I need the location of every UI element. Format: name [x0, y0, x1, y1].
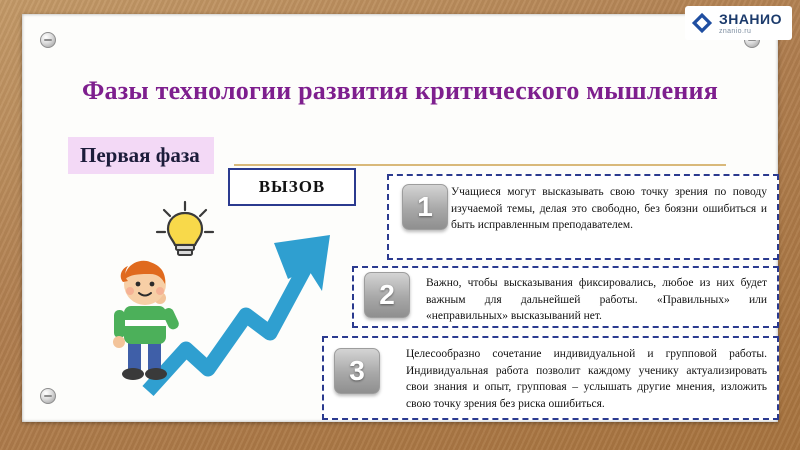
note-text: Целесообразно сочетание индивидуальной и групповой работы. Индивидуальная работа позволит каждому ученику актуализировать свои знания и опыт, групповая – услышать другие мнения, изложить свою точку зрения без риска ошибиться. [406, 348, 767, 411]
page-title: Фазы технологии развития критического мышления [82, 76, 718, 105]
boy-thinking-illustration [100, 254, 190, 389]
slide-board [22, 14, 778, 422]
screw-icon [40, 32, 56, 48]
logo-subtitle: znanio.ru [718, 27, 752, 35]
horizontal-divider [234, 164, 726, 166]
step-badge: 3 [334, 348, 380, 394]
step-badge: 2 [364, 272, 410, 318]
brand-logo[interactable] [685, 6, 792, 40]
phase-label: Первая фаза [68, 137, 214, 174]
step-badge: 1 [402, 184, 448, 230]
logo-name: ЗНАНИО [718, 10, 782, 27]
screw-icon [40, 388, 56, 404]
note-block [352, 266, 779, 328]
note-text: Учащиеся могут высказывать свою точку зрения по поводу изучаемой темы, делая это свободно, без боязни ошибиться и быть исправленным преподавателем. [451, 186, 767, 232]
note-text: Важно, чтобы высказывания фиксировались, любое из них будет важным для дальнейшей работы. «Правильных» или «неправильных» высказываний нет. [426, 277, 767, 323]
challenge-box: ВЫЗОВ [228, 168, 356, 206]
diamond-logo-icon [691, 12, 713, 34]
note-block [322, 336, 779, 420]
